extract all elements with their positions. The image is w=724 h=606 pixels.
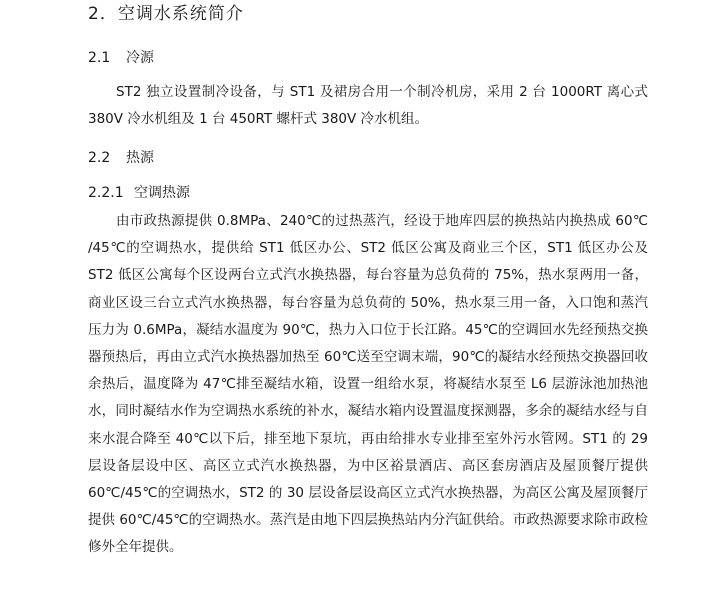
paragraph-ac-heat-source: 由市政热源提供 0.8MPa、240℃的过热蒸汽，经设于地库四层的换热站内换热成 60℃ /45℃的空调热水，提供给 ST1 低区办公、ST2 低区公寓及商业三个区，ST1 低区办公及 ST2 低区公寓每个区设两台立式汽水换热器，每台容量为总负荷的 75%，热水泵两用一备，商业区设三台立式汽水换热器，每台容量为总负荷的 50%，热水泵三用一备，入口饱和蒸汽压力为 0.6MPa，凝结水温度为 90℃，热力入口位于长江路。45℃的空调回水先经预热交换器预热后，再由立式汽水换热器加热至 60℃送至空调末端，90℃的凝结水经预热交换器回收余热后，温度降为 47℃排至凝结水箱，设置一组给水泵，将凝结水泵至 L6 层游泳池加热池水，同时凝结水作为空调热水系统的补水，凝结水箱内设置温度探测器，多余的凝结水经与自来水混合降至 40℃以下后，排至地下泵坑，再由给排水专业排至室外污水管网。ST1 的 29 层设备层设中区、高区立式汽水换热器，为中区裕景酒店、高区套房酒店及屋顶餐厅提供 60℃/45℃的空调热水，ST2 的 30 层设备层设高区立式汽水换热器，为高区公寓及屋顶餐厅提供 60℃/45℃的空调热水。蒸汽是由地下四层换热站内分汽缸供给。市政热源要求除市政检修外全年提供。: [88, 213, 648, 556]
subsection-heading-ac-heat-source: [88, 183, 190, 203]
section-heading-heat-source: [88, 148, 154, 168]
section-heading-cold-source: [88, 48, 154, 68]
subsection-number: 2.2.1: [88, 185, 124, 201]
paragraph-cold-source: ST2 独立设置制冷设备，与 ST1 及裙房合用一个制冷机房，采用 2 台 1000RT 离心式 380V 冷水机组及 1 台 450RT 螺杆式 380V 冷水机组。: [88, 84, 648, 128]
section-title: 热源: [126, 150, 154, 166]
section-number: 2.1: [88, 50, 111, 66]
section-number: 2.2: [88, 150, 111, 166]
subsection-title: 空调热源: [134, 185, 190, 201]
section-title: 冷源: [126, 50, 154, 66]
page-title: 2．空调水系统简介: [88, 4, 244, 24]
